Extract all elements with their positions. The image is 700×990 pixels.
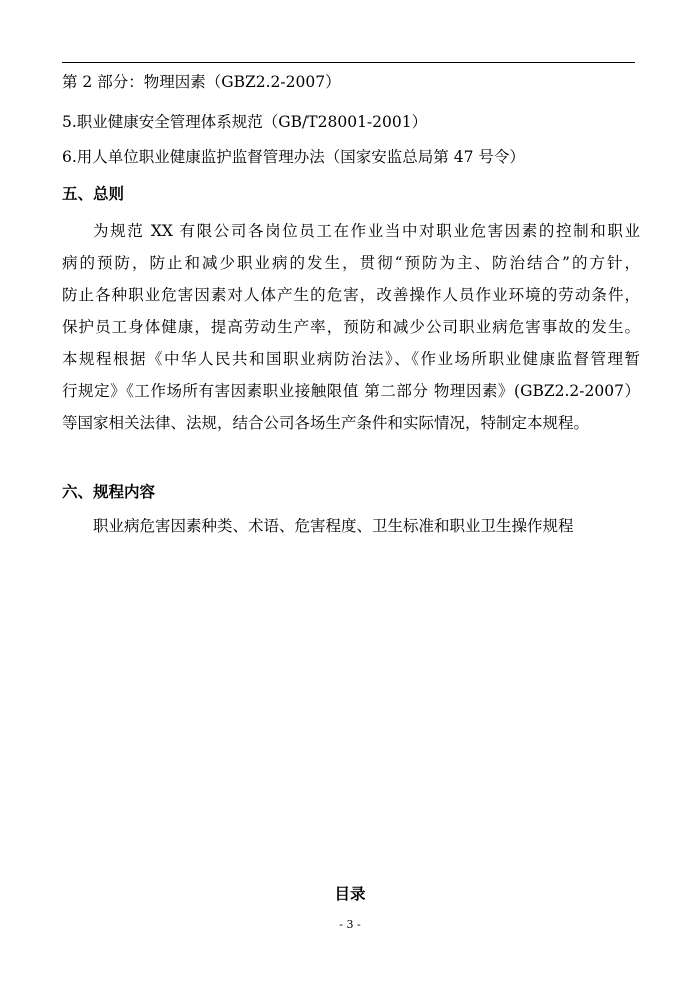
paragraph-line: 为规范 XX 有限公司各岗位员工在作业当中对职业危害因素的控制和职业	[93, 222, 640, 240]
section-heading-content: 六、规程内容	[62, 482, 156, 501]
reference-line-3: 6.用人单位职业健康监护监督管理办法（国家安监总局第 47 号令）	[62, 148, 525, 166]
paragraph-line: 行规定》《工作场所有害因素职业接触限值 第二部分 物理因素》(GBZ2.2-2007）	[62, 382, 640, 400]
content-description: 职业病危害因素种类、术语、危害程度、卫生标准和职业卫生操作规程	[93, 517, 574, 535]
reference-line-2: 5.职业健康安全管理体系规范（GB/T28001-2001）	[62, 113, 428, 131]
page-number: - 3 -	[339, 918, 361, 931]
paragraph-line: 防止各种职业危害因素对人体产生的危害，改善操作人员作业环境的劳动条件，	[62, 286, 640, 304]
general-paragraph	[62, 215, 640, 439]
paragraph-line: 本规程根据《中华人民共和国职业病防治法》、《作业场所职业健康监督管理暂	[62, 350, 640, 368]
paragraph-line: 病的预防，防止和减少职业病的发生，贯彻“预防为主、防治结合”的方针，	[62, 254, 640, 272]
header-rule	[62, 62, 635, 63]
toc-title: 目录	[334, 884, 366, 903]
paragraph-line: 保护员工身体健康，提高劳动生产率，预防和减少公司职业病危害事故的发生。	[62, 318, 640, 336]
paragraph-line: 等国家相关法律、法规，结合公司各场生产条件和实际情况，特制定本规程。	[62, 414, 590, 432]
section-heading-general: 五、总则	[62, 184, 125, 203]
reference-line-1: 第 2 部分：物理因素（GBZ2.2-2007）	[62, 73, 341, 91]
